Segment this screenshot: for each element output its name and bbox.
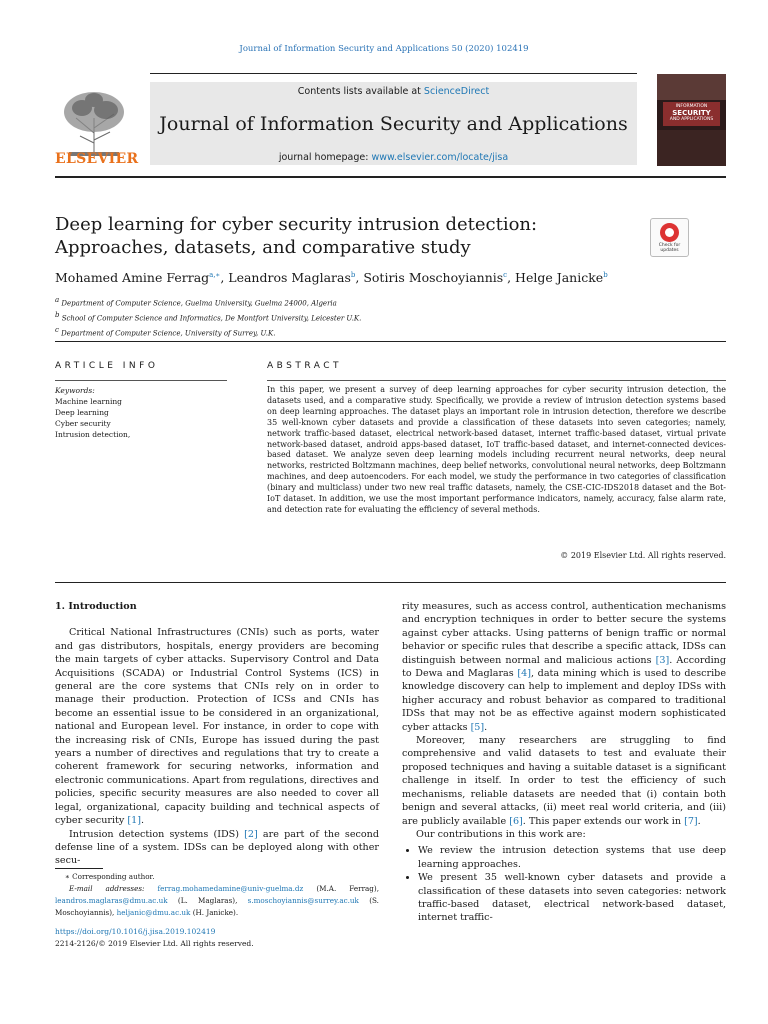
author-affil-mark[interactable]: b [603,270,608,279]
paragraph: Moreover, many researchers are struggling to find comprehensive and valid datasets to test and evaluate their proposed techniques and having a suitable dataset is a significant challenge in itself. In order to test the efficiency of such mechanisms, reliable datasets are needed that (i) contain both benign and several attacks, (ii) meet real world criteria, and (iii) are publicly available [6]. This paper extends our work in [7]. [402,735,726,827]
abstract-rule [267,380,726,381]
abstract-copyright: © 2019 Elsevier Ltd. All rights reserved. [560,551,726,560]
abstract-heading: ABSTRACT [267,361,343,371]
keyword: Intrusion detection, [55,430,131,439]
citation-link[interactable]: [3] [655,654,670,666]
email-link[interactable]: heljanic@dmu.ac.uk [116,908,191,917]
homepage-line [150,152,637,163]
homepage-prefix: journal homepage: [278,152,372,163]
author-name[interactable]: Sotiris Moschoyiannis [363,270,504,285]
paragraph: Critical National Infrastructures (CNIs) such as ports, water and gas distributors, hospitals, energy providers are becoming the main targets of cyber attacks. Supervisory Control and Data Acquisitions (SCADA) or Industrial Control Systems (ICS) in general are the core systems that CNIs rely on in order to manage their production. Protection of ICSs and CNIs has become an essential issue to be considered in an organizational, national and European level. For instance, in order to cope with the increasing risk of CNIs, Europe has issued during the past years a number of directives and regulations that try to create a coherent framework for securing networks, information and electronic communications. Apart from regulations, directives and policies, specific security measures are also needed to cover all legal, organizational, capacity building and technical aspects of cyber security [1]. [55,627,379,827]
corresponding-note: ∗ Corresponding author. [65,872,155,881]
cover-title-sub: AND APPLICATIONS [669,117,714,122]
citation-link[interactable]: [1] [127,815,141,827]
author-affil-mark[interactable]: a,∗ [209,270,221,279]
citation-link[interactable]: [4] [517,668,531,680]
homepage-link[interactable]: www.elsevier.com/locate/jisa [371,152,509,163]
check-updates-label: Check for updates [658,243,681,253]
author-name[interactable]: Helge Janicke [515,270,604,285]
info-top-rule [55,341,726,342]
list-item: • We review the intrusion detection systems that use deep learning approaches. [418,844,726,871]
keyword: Cyber security [55,419,111,428]
cover-title-big: SECURITY [672,109,711,117]
contents-line [150,86,637,97]
list-item: • We present 35 well-known cyber datasets and provide a classification of these datasets into seven categories: network traffic-based dataset, electrical network-based dataset, internet traffic- [418,871,726,925]
keyword: Machine learning [55,397,122,406]
email-link[interactable]: ferrag.mohamedamine@univ-guelma.dz [157,884,304,893]
sciencedirect-link[interactable]: ScienceDirect [423,86,490,97]
paragraph: rity measures, such as access control, authentication mechanisms and encryption techniques in order to better secure the systems against cyber attacks. Using patterns of benign traffic or normal behavior or specific rules that describe a specific attack, IDSs can distinguish between normal and malicious actions [3]. According to Dewa and Maglaras [4], data mining which is used to describe knowledge discovery can help to implement and deploy IDSs with higher accuracy and robust behavior as compared to traditional IDSs that may not be as effective against modern sophisticated cyber attacks [5]. [402,601,726,733]
paragraph: Intrusion detection systems (IDS) [2] are part of the second defense line of a system. IDSs can be deployed along with other secu- [55,828,379,867]
affiliation: $^a$ Department of Computer Science, Guelma University, Guelma 24000, Algeria [55,296,337,308]
keyword: Deep learning [55,408,109,417]
footnote [55,871,379,919]
article-info-rule [55,380,227,381]
header-top-rule [150,73,637,74]
header-bottom-rule [55,176,726,178]
article-info-heading: ARTICLE INFO [55,361,159,371]
citation-link[interactable]: [5] [470,721,485,733]
contributions-list [402,844,726,924]
keywords-block [55,385,227,440]
citation-link[interactable]: [2] [244,828,258,840]
body-column-right [402,600,726,925]
author-affil-mark[interactable]: b [350,270,356,279]
paragraph: Our contributions in this work are: [416,828,586,840]
footnote-rule [55,868,103,869]
author-name[interactable]: Mohamed Amine Ferrag [55,270,210,285]
email-link[interactable]: leandros.maglaras@dmu.ac.uk [55,896,168,905]
author-affil-mark[interactable]: c [503,270,508,279]
article-title: Deep learning for cyber security intrusion detection: Approaches, datasets, and comparative study [55,214,538,258]
affiliations [55,295,555,339]
publisher-logo-text: ELSEVIER [55,151,139,167]
doi-block [55,926,455,950]
journal-title: Journal of Information Security and Applications [159,113,628,135]
doi-link[interactable]: https://doi.org/10.1016/j.jisa.2019.102419 [55,927,216,936]
affiliation: $^b$ School of Computer Science and Informatics, De Montfort University, Leicester U.K. [55,310,362,323]
citation-link[interactable]: [6] [509,815,523,827]
citation-link[interactable]: [7] [684,815,698,827]
author-name[interactable]: Leandros Maglaras [228,270,351,285]
abstract-text: In this paper, we present a survey of deep learning approaches for cyber security intrusion detection, the datasets used, and a comparative study. Specifically, we provide a review of intrusion detection systems based on deep learning approaches. The dataset plays an important role in intrusion detection, therefore we describe 35 well-known cyber datasets and provide a classification of these datasets into seven categories; namely, network traffic-based dataset, electrical network-based dataset, internet traffic-based dataset, virtual private network-based dataset, android apps-based dataset, IoT traffic-based dataset, and internet-connected devices-based dataset. We analyze seven deep learning models including recurrent neural networks, deep neural networks, restricted Boltzmann machines, deep belief networks, convolutional neural networks, deep Boltzmann machines, and deep autoencoders. For each model, we study the performance in two categories of classification (binary and multiclass) under two new real traffic datasets, namely, the CSE-CIC-IDS2018 dataset and the Bot-IoT dataset. In addition, we use the most important performance indicators, namely, accuracy, false alarm rate, and detection rate for evaluating the efficiency of several methods. [267,385,726,514]
email-addresses: E-mail addresses: ferrag.mohamedamine@univ-guelma.dz (M.A. Ferrag), leandros.maglaras@dmu.ac.uk (L. Maglaras), s.moschoyiannis@surrey.ac.uk (S. Moschoyiannis), heljanic@dmu.ac.uk (H. Janicke). [55,884,379,917]
body-top-rule [55,582,726,583]
author-list: Mohamed Amine Ferrag$^{a,∗}$, Leandros Maglaras$^b$, Sotiris Moschoyiannis$^c$, Helge Janicke$^b$ [55,270,608,285]
issn-line: 2214-2126/© 2019 Elsevier Ltd. All rights reserved. [55,939,254,948]
journal-reference[interactable]: Journal of Information Security and Applications 50 (2020) 102419 [239,44,529,54]
check-for-updates-button[interactable] [650,218,689,257]
body-column-left [55,600,379,868]
keywords-label: Keywords: [55,386,95,395]
affiliation: $^c$ Department of Computer Science, University of Surrey, U.K. [55,325,276,337]
journal-cover-image [657,74,726,166]
contents-prefix: Contents lists available at [297,86,424,97]
cover-title-small: INFORMATION [675,104,708,109]
email-link[interactable]: s.moschoyiannis@surrey.ac.uk [247,896,359,905]
section-heading: 1. Introduction [55,601,137,612]
